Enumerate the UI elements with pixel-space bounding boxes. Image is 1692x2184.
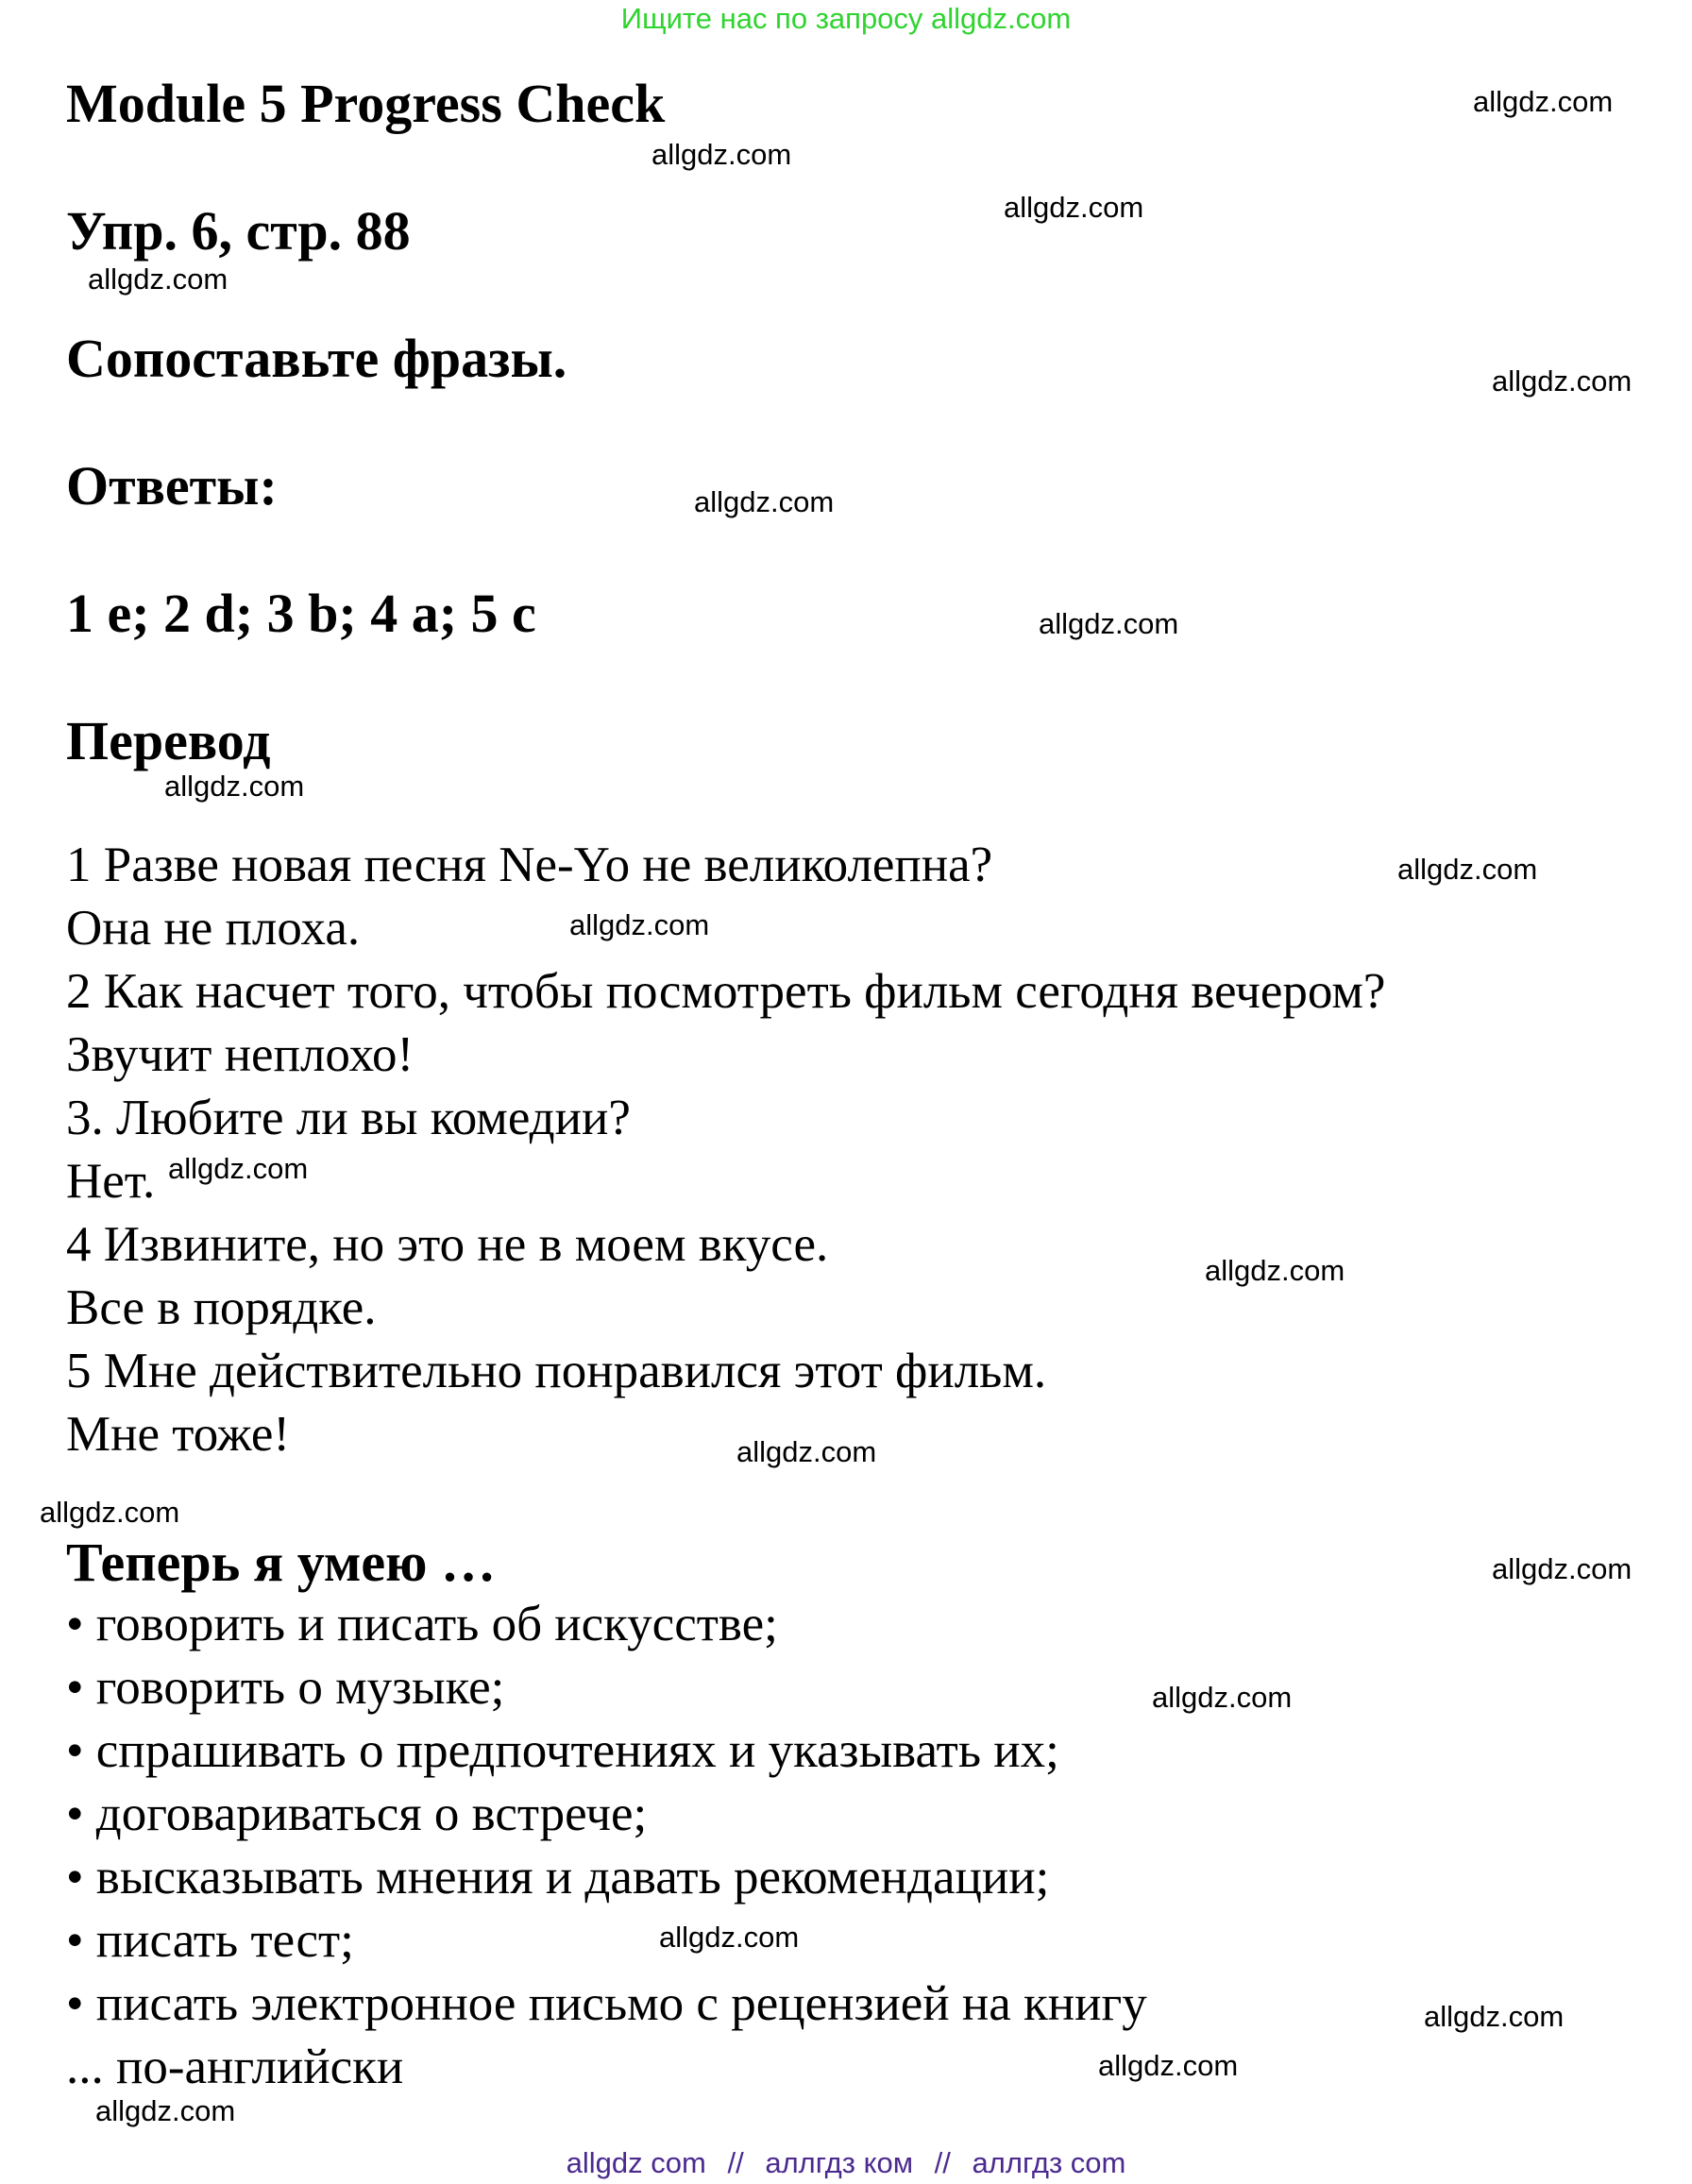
watermark: allgdz.com (1152, 1681, 1293, 1714)
skill-item: • писать тест; (66, 1913, 354, 1968)
footer-link-allgdz-ru[interactable]: аллгдз ком (765, 2146, 914, 2179)
skill-item: • говорить о музыке; (66, 1660, 505, 1715)
watermark: allgdz.com (1397, 853, 1538, 886)
skill-item: • говорить и писать об искусстве; (66, 1597, 778, 1651)
task-heading: Сопоставьте фразы. (66, 328, 567, 389)
watermark: allgdz.com (1492, 1552, 1633, 1585)
watermark: allgdz.com (95, 2094, 236, 2127)
watermark: allgdz.com (40, 1496, 180, 1529)
watermark: allgdz.com (651, 138, 792, 171)
skills-heading: Теперь я умею … (66, 1532, 496, 1593)
search-banner[interactable]: Ищите нас по запросу allgdz.com (620, 2, 1072, 35)
translation-line: Все в порядке. (66, 1280, 377, 1335)
watermark: allgdz.com (736, 1435, 877, 1468)
translation-line: 4 Извините, но это не в моем вкусе. (66, 1217, 829, 1272)
watermark: allgdz.com (694, 485, 835, 518)
answers-text: 1 e; 2 d; 3 b; 4 a; 5 c (66, 583, 536, 644)
exercise-heading: Упр. 6, стр. 88 (66, 200, 411, 262)
watermark: allgdz.com (1004, 191, 1144, 224)
watermark: allgdz.com (1492, 364, 1633, 398)
watermark: allgdz.com (88, 262, 228, 296)
footer-separator: // (727, 2146, 744, 2179)
translation-line: 2 Как насчет того, чтобы посмотреть фильм сегодня вечером? (66, 964, 1386, 1019)
page-title: Module 5 Progress Check (66, 73, 666, 134)
watermark: allgdz.com (1098, 2049, 1239, 2082)
footer-link-allgdz-mixed[interactable]: аллгдз com (972, 2146, 1126, 2179)
skill-item: • писать электронное письмо с рецензией на книгу (66, 1976, 1147, 2031)
translation-line: Нет. (66, 1154, 156, 1209)
skill-item: • спрашивать о предпочтениях и указывать их; (66, 1723, 1059, 1778)
footer-links (0, 2145, 1692, 2181)
watermark: allgdz.com (1205, 1254, 1345, 1287)
skill-item: • высказывать мнения и давать рекомендации; (66, 1850, 1050, 1905)
translation-heading: Перевод (66, 710, 271, 771)
watermark: allgdz.com (1473, 85, 1614, 118)
skill-item: • договариваться о встрече; (66, 1786, 648, 1841)
translation-line: 1 Разве новая песня Ne-Yo не великолепна? (66, 838, 993, 892)
answers-heading: Ответы: (66, 455, 278, 516)
footer-link-allgdz[interactable]: allgdz com (566, 2146, 706, 2179)
watermark: allgdz.com (659, 1921, 800, 1954)
translation-line: 3. Любите ли вы комедии? (66, 1091, 631, 1145)
watermark: allgdz.com (569, 908, 710, 941)
watermark: allgdz.com (1424, 2000, 1565, 2033)
watermark: allgdz.com (164, 770, 305, 803)
watermark: allgdz.com (168, 1152, 309, 1185)
watermark: allgdz.com (1039, 607, 1179, 640)
skills-footer: ... по-английски (66, 2040, 404, 2094)
translation-line: Она не плоха. (66, 901, 361, 956)
translation-line: Мне тоже! (66, 1407, 290, 1462)
footer-separator: // (934, 2146, 951, 2179)
translation-line: Звучит неплохо! (66, 1027, 415, 1082)
translation-line: 5 Мне действительно понравился этот фильм. (66, 1344, 1047, 1398)
